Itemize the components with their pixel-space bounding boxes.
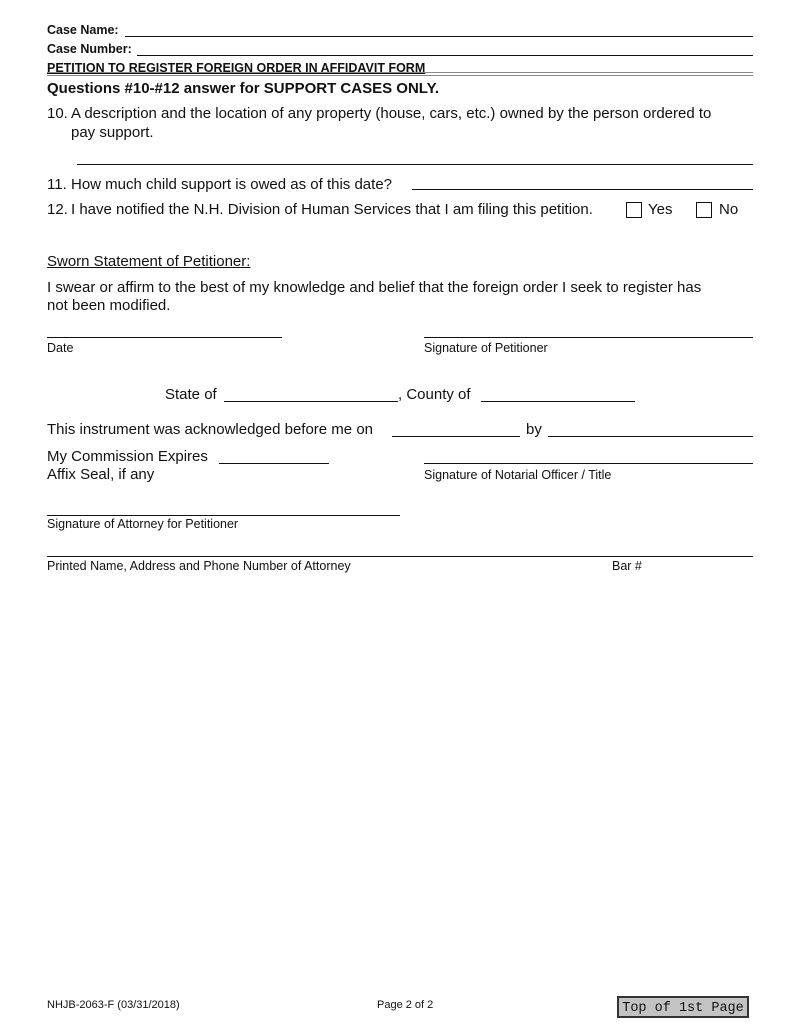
no-label: No [719, 201, 739, 218]
q10-text: A description and the location of any property (house, cars, etc.) owned by the person ordered to [71, 105, 712, 122]
q10-number: 10. [47, 105, 68, 122]
q10-text-2: pay support. [71, 124, 154, 141]
date-field[interactable] [47, 337, 282, 338]
section-heading: Questions #10-#12 answer for SUPPORT CASES ONLY. [47, 80, 440, 97]
acknowledged-label: This instrument was acknowledged before me on [47, 421, 374, 438]
top-of-first-page-button[interactable]: Top of 1st Page [617, 996, 749, 1018]
sworn-heading: Sworn Statement of Petitioner: [47, 253, 251, 270]
case-name-label: Case Name: [47, 23, 119, 37]
notary-signature-label: Signature of Notarial Officer / Title [424, 468, 612, 482]
q11-text: How much child support is owed as of this date? [71, 176, 392, 193]
state-label: State of [165, 386, 217, 403]
bar-number-label: Bar # [612, 559, 642, 573]
form-id: NHJB-2063-F (03/31/2018) [47, 999, 180, 1011]
acknowledged-date-field[interactable] [392, 436, 520, 437]
county-field[interactable] [481, 401, 635, 402]
q10-answer-field[interactable] [77, 164, 753, 165]
commission-label: My Commission Expires [47, 448, 208, 465]
seal-label: Affix Seal, if any [47, 466, 155, 483]
case-number-label: Case Number: [47, 42, 132, 56]
petitioner-signature-label: Signature of Petitioner [424, 341, 548, 355]
notary-signature-field[interactable] [424, 463, 753, 464]
case-name-field[interactable] [125, 36, 753, 37]
petitioner-signature-field[interactable] [424, 337, 753, 338]
q11-answer-field[interactable] [412, 189, 753, 190]
case-number-field[interactable] [137, 55, 753, 56]
q11-number: 11. [47, 176, 67, 193]
q12-number: 12. [47, 201, 68, 218]
page-number: Page 2 of 2 [377, 999, 434, 1011]
title-divider [47, 72, 753, 76]
yes-label: Yes [648, 201, 673, 218]
attorney-printed-label: Printed Name, Address and Phone Number of Attorney [47, 559, 351, 573]
acknowledged-by-field[interactable] [548, 436, 753, 437]
attorney-signature-field[interactable] [47, 515, 400, 516]
commission-expires-field[interactable] [219, 463, 329, 464]
attorney-signature-label: Signature of Attorney for Petitioner [47, 517, 239, 531]
state-field[interactable] [224, 401, 398, 402]
sworn-text-2: not been modified. [47, 297, 171, 314]
date-label: Date [47, 341, 74, 355]
form-title: PETITION TO REGISTER FOREIGN ORDER IN AFFIDAVIT FORM [47, 61, 426, 75]
q12-text: I have notified the N.H. Division of Human Services that I am filing this petition. [71, 201, 593, 218]
attorney-info-field[interactable] [47, 556, 753, 557]
county-label: , County of [398, 386, 471, 403]
yes-checkbox[interactable] [626, 202, 642, 218]
by-label: by [526, 421, 542, 438]
sworn-text: I swear or affirm to the best of my knowledge and belief that the foreign order I seek to register has [47, 279, 702, 296]
no-checkbox[interactable] [696, 202, 712, 218]
